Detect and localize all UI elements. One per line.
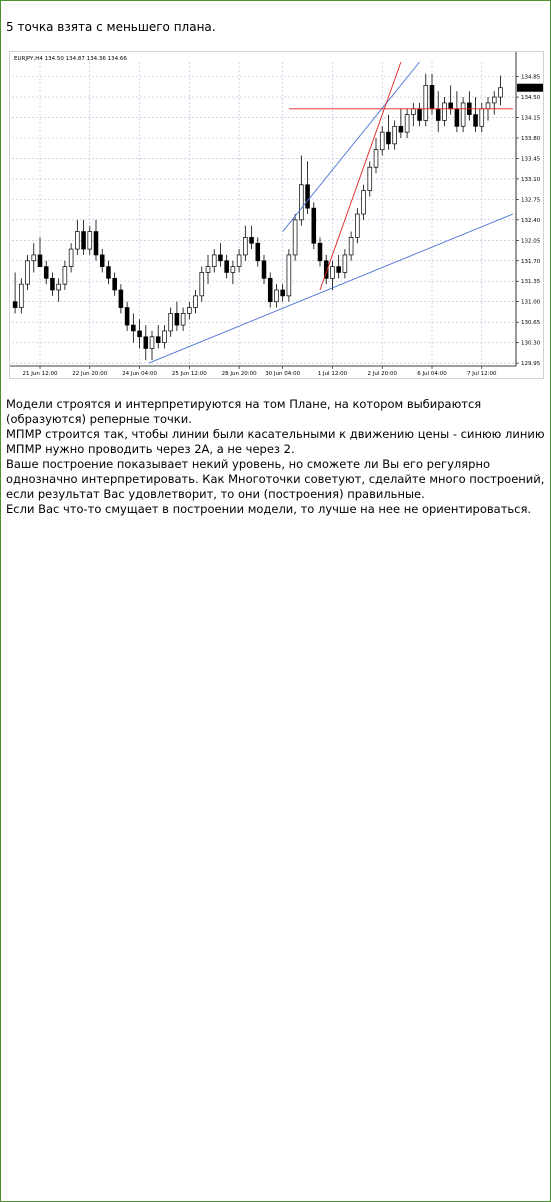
candle-body [393,126,397,144]
candle-body [181,313,185,325]
candle-body [206,267,210,273]
candle-body [368,167,372,190]
y-tick-label: 132.05 [521,238,541,245]
candle-body [430,85,434,108]
candle-body [374,150,378,168]
x-tick-label: 2 Jul 20:00 [367,371,397,377]
candle-body [281,290,285,296]
candle-body [405,115,409,133]
candle-body [387,132,391,144]
y-tick-label: 131.35 [521,279,541,286]
candle-body [312,208,316,243]
candle-body [424,85,428,120]
y-tick-label: 134.15 [521,115,541,122]
y-tick-label: 131.70 [521,258,541,265]
candle-body [225,261,229,273]
candle-body [44,267,48,279]
candle-body [69,249,73,267]
candle-body [486,103,490,109]
candle-body [119,290,123,308]
x-tick-label: 6 Jul 04:00 [417,371,447,377]
y-tick-label: 133.10 [521,176,541,183]
candlestick-chart [10,52,543,378]
candle-body [243,237,247,255]
candle-body [63,267,67,285]
candle-body [331,267,335,279]
candle-body [250,237,254,243]
candle-body [499,88,503,97]
paragraph-4: Если Вас что-то смущает в построении модели, то лучше на нее не ориентироваться. [6,502,532,516]
price-chart [9,51,544,379]
candle-body [306,185,310,208]
y-tick-label: 130.65 [521,320,541,327]
candle-body [355,214,359,237]
x-tick-label: 28 Jun 20:00 [221,371,257,377]
candle-body [380,132,384,150]
candle-body [318,243,322,261]
candle-body [51,278,55,290]
candle-body [275,290,279,302]
candle-body [443,103,447,121]
candle-body [107,267,111,279]
y-tick-label: 130.30 [521,340,541,347]
candle-body [461,103,465,126]
post-body [6,397,548,517]
candle-body [194,296,198,308]
candle-body [268,278,272,301]
x-tick-label: 21 Jun 12:00 [22,371,58,377]
candle-body [156,337,160,343]
y-tick-label: 133.80 [521,136,541,142]
paragraph-1: Модели строятся и интерпретируются на том Плане, на котором выбираются (образуются) реперные точки. [6,397,482,426]
candle-body [175,313,179,325]
candle-body [299,185,303,220]
blue-trend-line [283,62,420,232]
candle-body [187,308,191,314]
candle-body [75,232,79,250]
candle-body [169,313,173,331]
y-tick-label: 134.85 [521,74,541,81]
candle-body [219,255,223,261]
candle-body [362,191,366,214]
candle-body [231,267,235,273]
candle-body [293,220,297,255]
candle-body [399,126,403,132]
candle-body [163,331,167,343]
paragraph-3: Ваше построение показывает некий уровень, но сможете ли Вы его регулярно однозначно интерпретировать. Как Многоточки советуют, сделайте много построений, если результат Вас удовлетворит, то они (построения) правильные. [6,457,545,501]
chart-title: EURJPY,H4 134.50 134.87 134.36 134.66 [14,56,127,62]
candle-body [32,255,36,261]
post-heading: 5 точка взята с меньшего плана. [6,20,216,34]
candle-body [418,109,422,121]
candle-body [474,115,478,127]
candle-body [287,255,291,296]
candle-body [57,284,61,290]
candle-body [88,232,92,250]
candle-body [237,255,241,267]
current-price-label: 134.66 [520,85,540,92]
candle-body [256,243,260,261]
paragraph-2: МПМР строится так, чтобы линии были касательными к движению цены - синюю линию МПМР нужно проводить через 2А, а не через 2. [6,427,545,456]
candle-body [455,109,459,127]
candle-body [113,278,117,290]
candle-body [480,109,484,127]
y-tick-label: 129.95 [521,361,541,368]
candle-body [26,261,30,284]
red-trend-line [320,62,401,290]
y-tick-label: 133.45 [521,156,541,163]
candle-body [125,308,129,326]
candle-body [449,103,453,109]
candle-body [82,232,86,250]
x-tick-label: 24 Jun 04:00 [122,371,158,377]
candle-body [343,255,347,273]
x-tick-label: 25 Jun 12:00 [171,371,207,377]
candle-body [337,267,341,273]
candle-body [200,272,204,295]
candle-body [94,232,98,255]
x-tick-label: 30 Jun 04:00 [265,371,301,377]
candle-body [144,337,148,349]
x-tick-label: 22 Jun 20:00 [72,371,108,377]
y-tick-label: 131.00 [521,299,541,306]
candle-body [492,97,496,103]
y-tick-label: 132.75 [521,197,541,204]
candle-body [131,325,135,331]
candle-body [138,331,142,337]
y-tick-label: 134.50 [521,95,541,102]
x-tick-label: 1 Jul 12:00 [317,371,348,377]
candle-body [262,261,266,279]
candle-body [411,109,415,115]
candle-body [19,284,23,307]
y-tick-label: 132.40 [521,217,541,224]
x-tick-label: 7 Jul 12:00 [467,371,497,377]
candle-body [38,255,42,267]
candle-body [349,237,353,255]
candle-body [100,255,104,267]
candle-body [212,255,216,267]
candle-body [436,109,440,121]
candle-body [13,302,17,308]
candle-body [150,337,154,349]
